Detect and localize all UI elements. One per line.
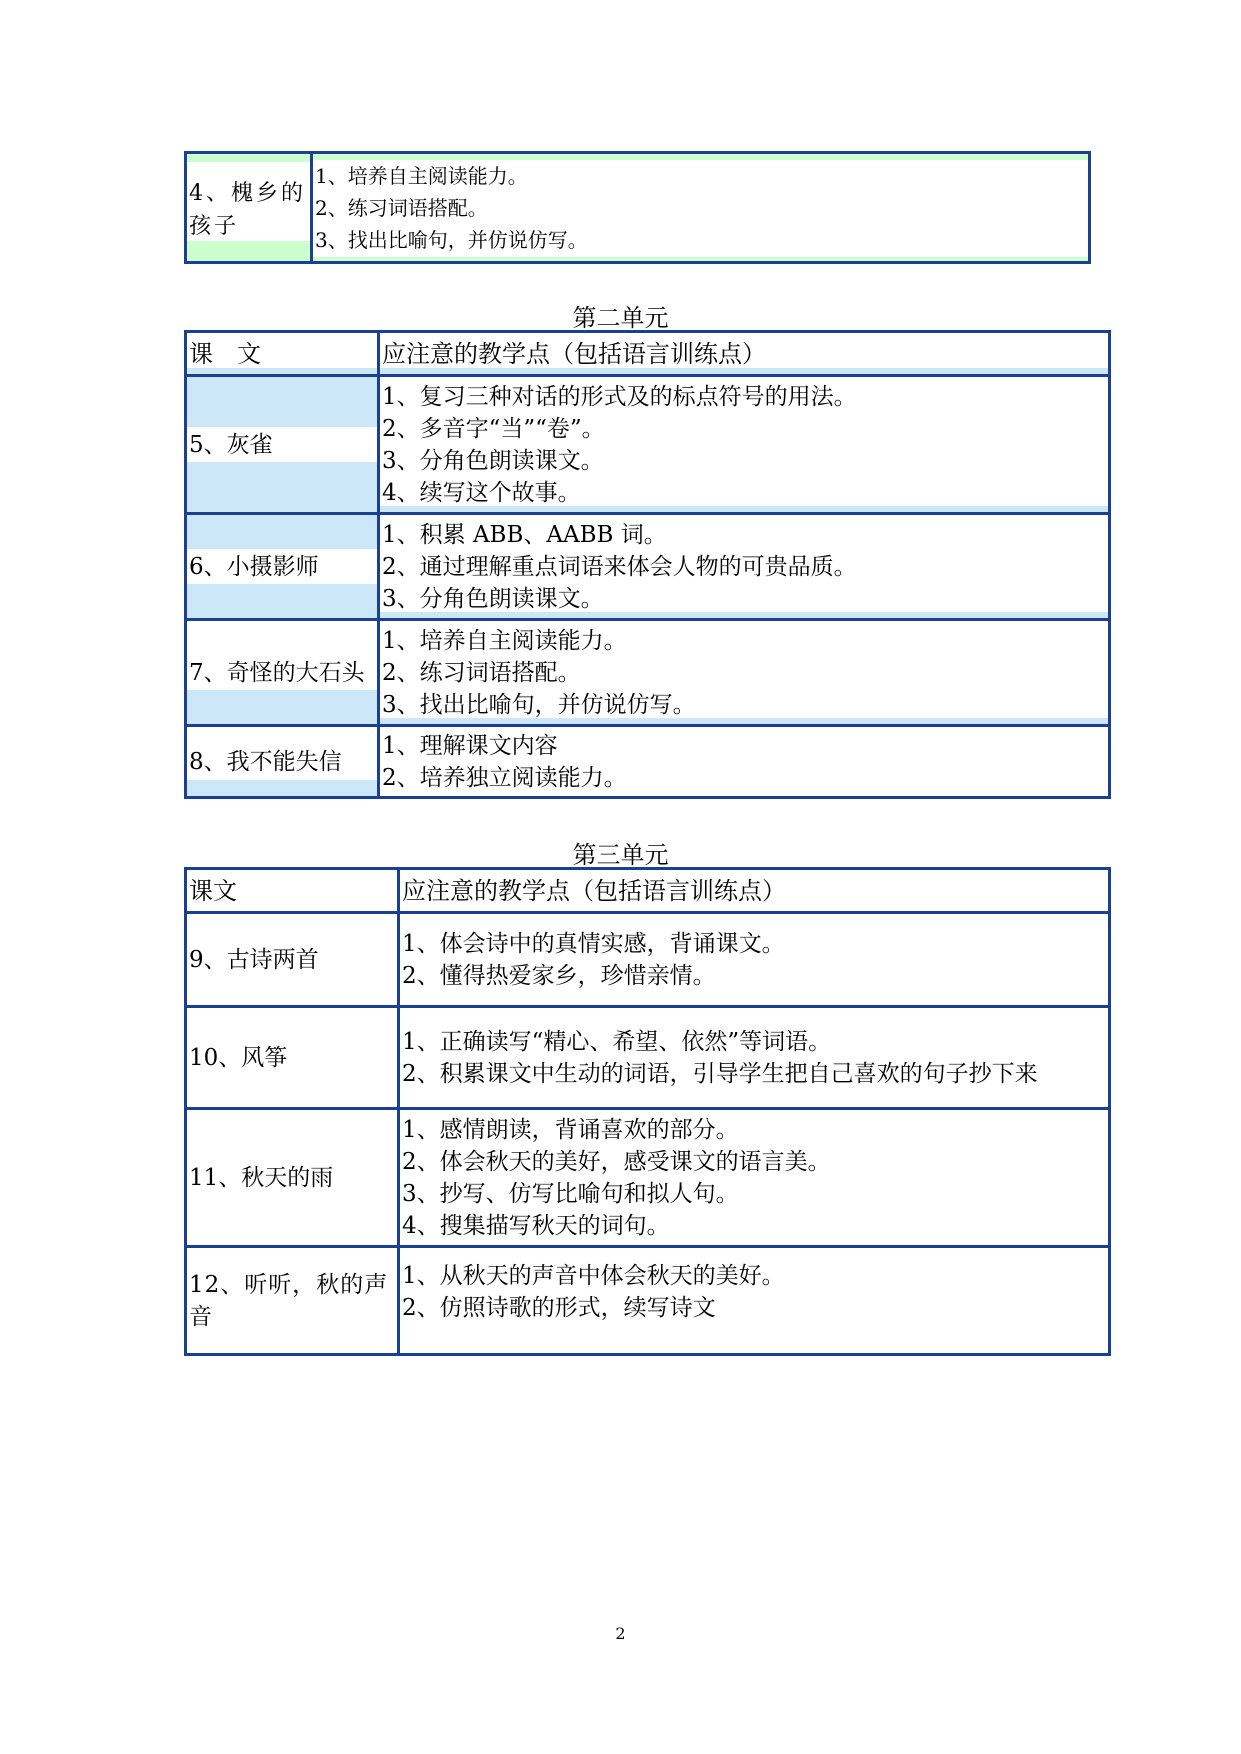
lesson-cell [186, 726, 379, 798]
point-item: 2、多音字“当”“卷”。 [382, 415, 605, 442]
table-row [186, 153, 1090, 263]
lesson-title: 8、我不能失信 [189, 748, 342, 775]
header-lesson: 课 文 [186, 332, 379, 376]
point-item: 4、搜集描写秋天的词句。 [402, 1212, 670, 1239]
points-cell [399, 1007, 1110, 1109]
unit2-table [184, 330, 1111, 799]
table-row [186, 514, 1110, 620]
unit-title: 第三单元 [572, 841, 669, 869]
point-item: 1、培养自主阅读能力。 [382, 627, 627, 654]
page-number: 2 [615, 1624, 626, 1643]
lesson-title: 6、小摄影师 [189, 553, 319, 580]
point-item: 3、分角色朗读课文。 [382, 585, 604, 612]
lesson-title: 11、秋天的雨 [186, 1109, 399, 1247]
point-item: 1、积累 ABB、AABB 词。 [382, 521, 667, 548]
points-cell [312, 153, 1090, 263]
lesson-cell [186, 153, 312, 263]
lesson-cell [186, 514, 379, 620]
table-row [186, 376, 1110, 514]
points-cell [399, 913, 1110, 1007]
point-item: 1、体会诗中的真情实感，背诵课文。 [402, 930, 785, 957]
lesson-title: 12、听听，秋的声音 [186, 1247, 399, 1355]
point-item: 1、理解课文内容 [382, 732, 558, 759]
lesson-cell [186, 376, 379, 514]
points-cell [399, 1109, 1110, 1247]
table-row [186, 1007, 1110, 1109]
lesson-title: 10、风筝 [186, 1007, 399, 1109]
point-item: 1、从秋天的声音中体会秋天的美好。 [402, 1263, 785, 1289]
table-row [186, 913, 1110, 1007]
table-row [186, 726, 1110, 798]
table-header-row [186, 869, 1110, 913]
point-item: 1、感情朗读，背诵喜欢的部分。 [402, 1116, 739, 1143]
point-item: 2、练习词语搭配。 [315, 195, 488, 220]
lesson-title: 9、古诗两首 [186, 913, 399, 1007]
lesson-cell [186, 620, 379, 726]
table-row [186, 1109, 1110, 1247]
points-cell [379, 620, 1110, 726]
point-item: 1、培养自主阅读能力。 [315, 163, 528, 188]
unit-title: 第二单元 [572, 304, 669, 332]
point-item: 4、续写这个故事。 [382, 479, 581, 506]
point-item: 2、仿照诗歌的形式，续写诗文 [402, 1295, 716, 1321]
point-item: 3、找出比喻句，并仿说仿写。 [382, 691, 696, 718]
points-cell [379, 376, 1110, 514]
unit3-table [184, 867, 1111, 1356]
point-item: 2、通过理解重点词语来体会人物的可贵品质。 [382, 553, 857, 580]
lesson-table-continued [184, 151, 1091, 264]
header-points: 应注意的教学点（包括语言训练点） [399, 869, 1110, 913]
point-item: 3、分角色朗读课文。 [382, 447, 604, 474]
point-item: 2、培养独立阅读能力。 [382, 764, 627, 791]
points-cell [399, 1247, 1110, 1355]
point-item: 2、懂得热爱家乡，珍惜亲情。 [402, 962, 716, 989]
header-lesson: 课文 [186, 869, 399, 913]
point-item: 1、正确读写“精心、希望、依然”等词语。 [402, 1028, 832, 1055]
point-item: 2、练习词语搭配。 [382, 659, 581, 686]
point-item: 2、体会秋天的美好，感受课文的语言美。 [402, 1148, 831, 1175]
points-cell [379, 726, 1110, 798]
table-row [186, 1247, 1110, 1355]
point-item: 2、积累课文中生动的词语，引导学生把自己喜欢的句子抄下来 [402, 1060, 1038, 1087]
lesson-title: 5、灰雀 [189, 431, 273, 458]
lesson-title: 4、槐乡的孩子 [189, 180, 306, 239]
header-points: 应注意的教学点（包括语言训练点） [379, 332, 1110, 376]
lesson-title: 7、奇怪的大石头 [189, 659, 365, 686]
table-header-row [186, 332, 1110, 376]
table-row [186, 620, 1110, 726]
point-item: 3、找出比喻句，并仿说仿写。 [315, 227, 588, 252]
point-item: 1、复习三种对话的形式及的标点符号的用法。 [382, 383, 857, 410]
point-item: 3、抄写、仿写比喻句和拟人句。 [402, 1180, 739, 1207]
points-cell [379, 514, 1110, 620]
